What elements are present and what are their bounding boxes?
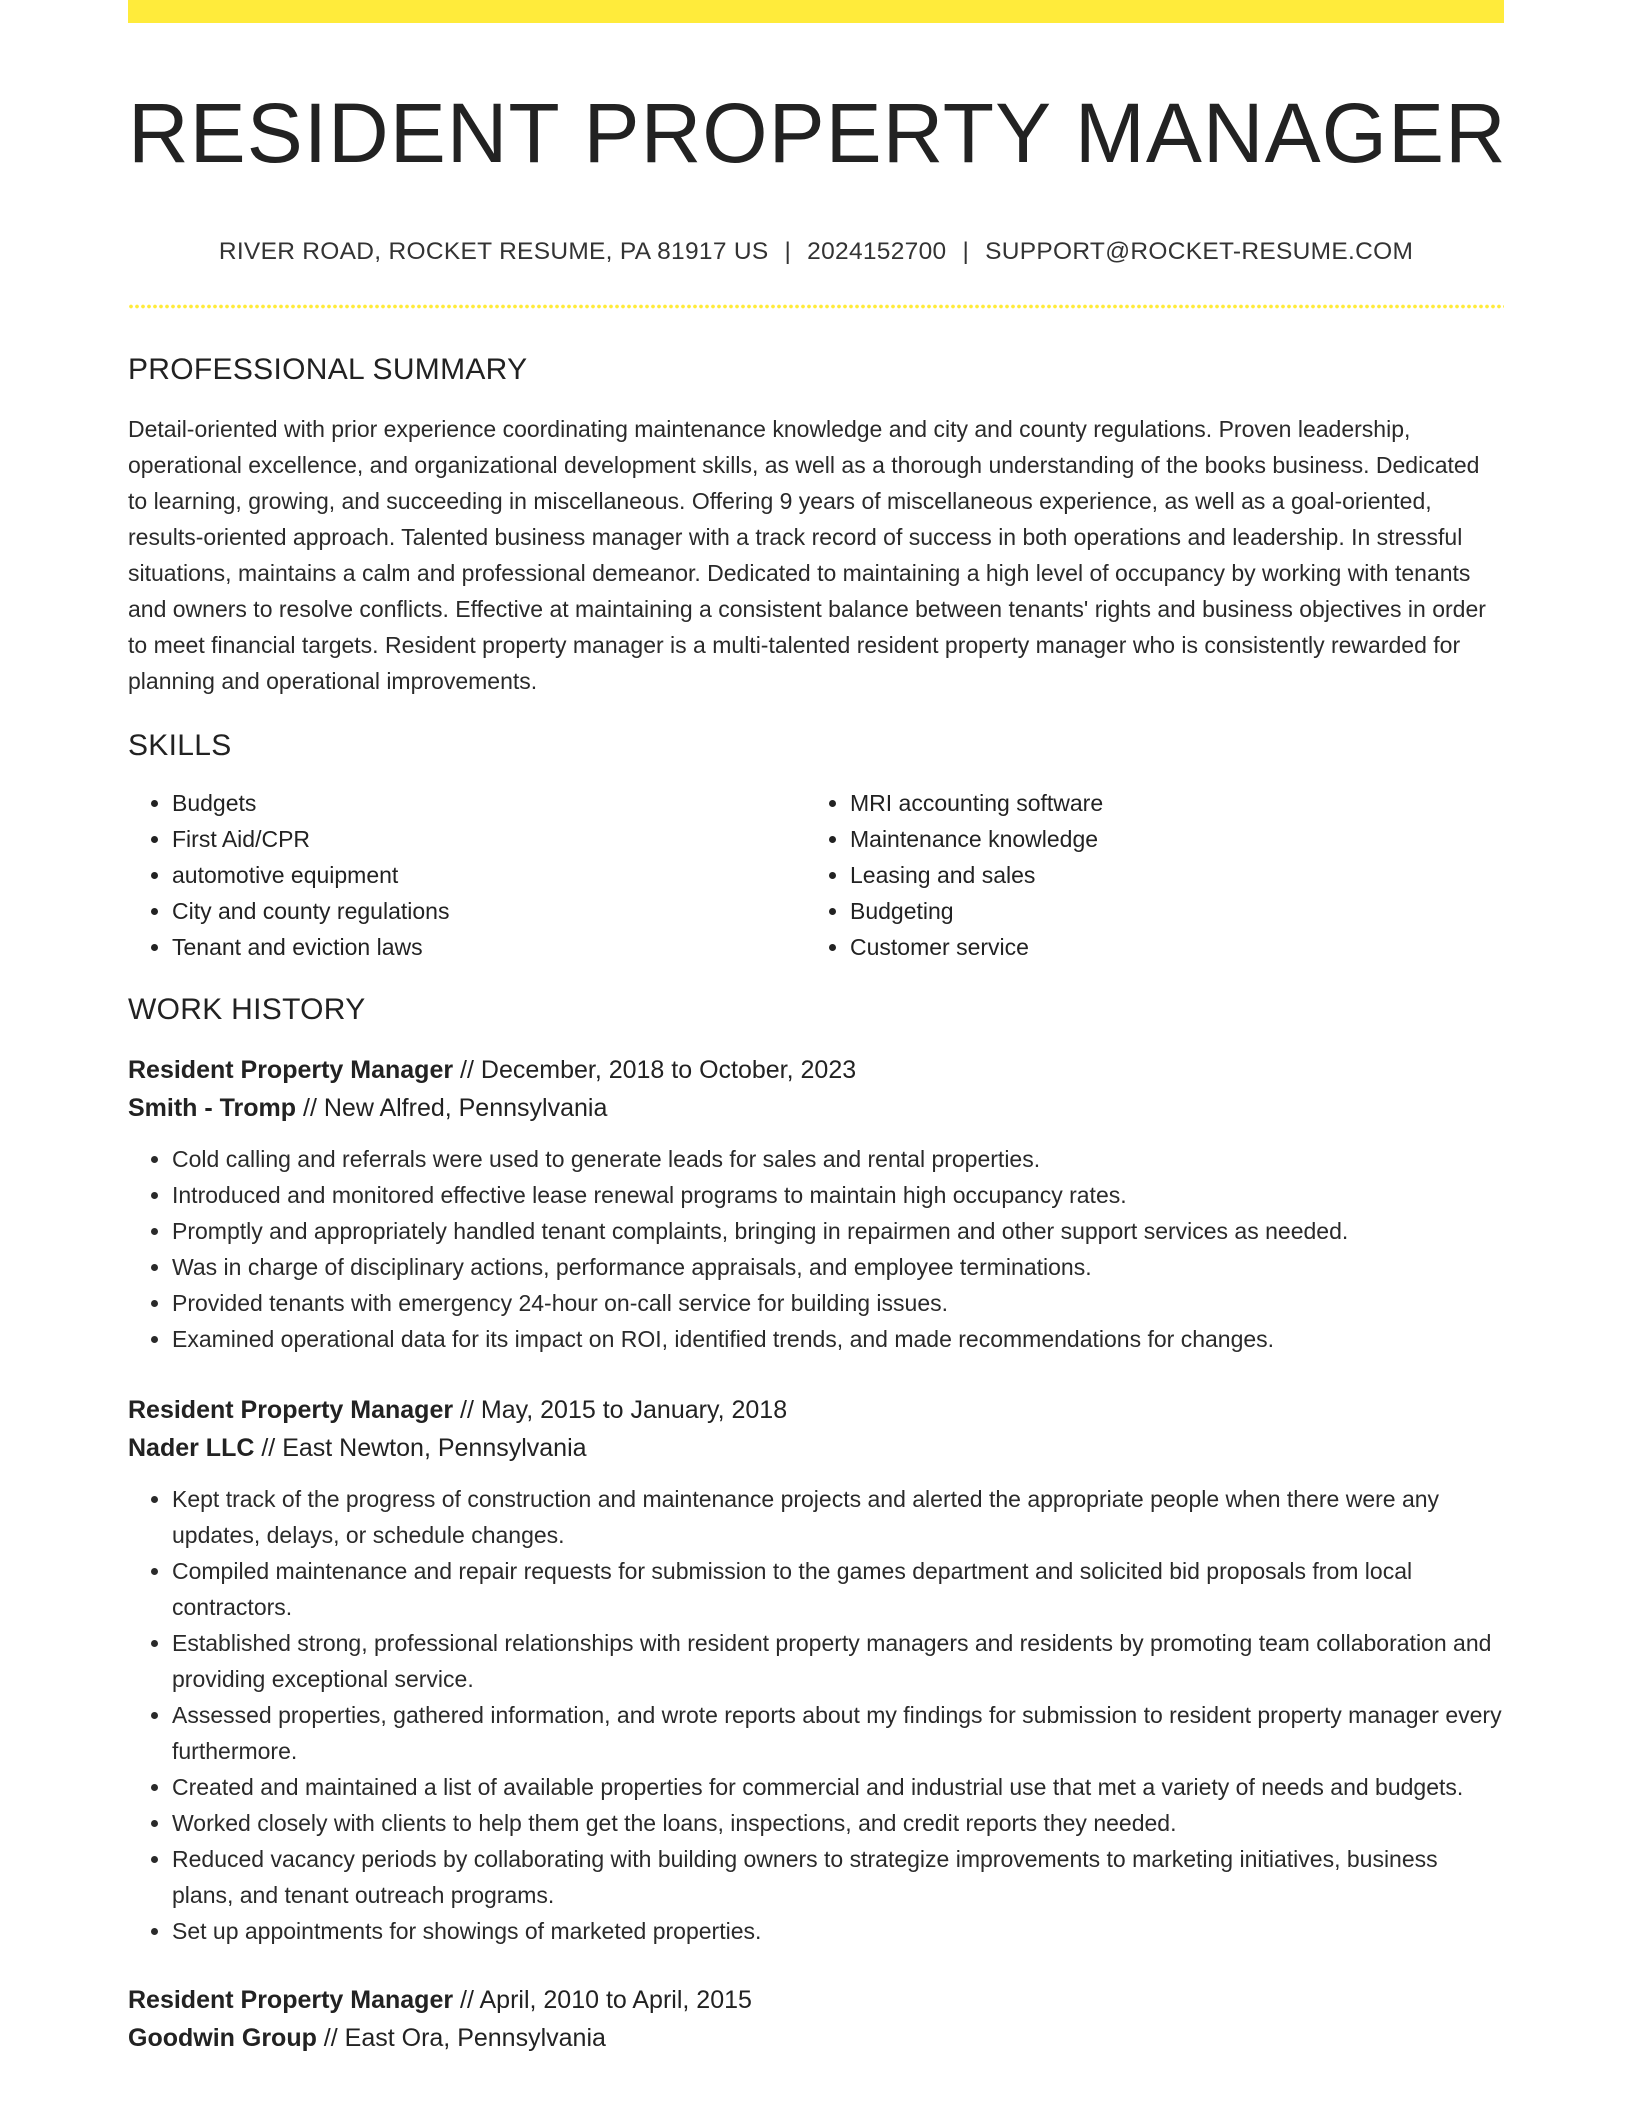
contact-separator: |: [962, 237, 970, 265]
job-bullet: • Cold calling and referrals were used to generate leads for sales and rental properties.: [172, 1141, 1504, 1177]
summary-paragraph: Detail-oriented with prior experience coordinating maintenance knowledge and city and county regulations. Proven leadership, operational excellence, and organizational development skills, as well as a thorough understanding of the books business. Dedicated to learning, growing, and succeeding in miscellaneous. Offering 9 years of miscellaneous experience, as well as a goal-oriented, results-oriented approach. Talented business manager with a track record of success in both operations and leadership. In stressful situations, maintains a calm and professional demeanor. Dedicated to maintaining a high level of occupancy by working with tenants and owners to resolve conflicts. Effective at maintaining a consistent balance between tenants' rights and business objectives in order to meet financial targets. Resident property manager is a multi-talented resident property manager who is consistently rewarded for planning and operational improvements.: [128, 415, 1486, 694]
job-dates: April, 2010 to April, 2015: [479, 1985, 752, 2014]
job-company: Goodwin Group: [128, 2023, 317, 2052]
job-location: East Newton, Pennsylvania: [282, 1433, 587, 1462]
contact-email[interactable]: SUPPORT@ROCKET-RESUME.COM: [985, 237, 1414, 265]
job-bullet-list: [128, 1481, 1504, 1949]
skills-list-left: [128, 785, 806, 965]
job-entry: [128, 1051, 1504, 1357]
job-bullet: • Worked closely with clients to help them get the loans, inspections, and credit reports they needed.: [172, 1805, 1504, 1841]
job-role-line: Resident Property Manager // April, 2010 to April, 2015: [128, 1985, 752, 2014]
job-location: East Ora, Pennsylvania: [344, 2023, 606, 2052]
job-bullet: • Was in charge of disciplinary actions, performance appraisals, and employee terminations.: [172, 1249, 1504, 1285]
resume-title: RESIDENT PROPERTY MANAGER: [128, 86, 1507, 180]
job-bullet: • Kept track of the progress of construction and maintenance projects and alerted the appropriate people when there were any updates, delays, or schedule changes.: [172, 1481, 1504, 1553]
skills-list-right: [806, 785, 1504, 965]
job-role-line: Resident Property Manager // May, 2015 to January, 2018: [128, 1395, 788, 1424]
job-company-line: Goodwin Group // East Ora, Pennsylvania: [128, 2023, 606, 2052]
job-entry: [128, 1981, 1504, 2057]
job-bullet: • Provided tenants with emergency 24-hour on-call service for building issues.: [172, 1285, 1504, 1321]
job-bullet: • Established strong, professional relationships with resident property managers and residents by promoting team collaboration and providing exceptional service.: [172, 1625, 1504, 1697]
job-role-line: Resident Property Manager // December, 2018 to October, 2023: [128, 1055, 857, 1084]
contact-separator: |: [784, 237, 792, 265]
job-entry: [128, 1391, 1504, 1949]
skill-item: • Maintenance knowledge: [850, 821, 1504, 857]
job-company-line: Smith - Tromp // New Alfred, Pennsylvania: [128, 1093, 608, 1122]
job-bullet: • Compiled maintenance and repair requests for submission to the games department and solicited bid proposals from local contractors.: [172, 1553, 1504, 1625]
accent-top-bar: [128, 0, 1504, 23]
section-title-skills: SKILLS: [128, 728, 232, 762]
job-bullet: • Promptly and appropriately handled tenant complaints, bringing in repairmen and other support services as needed.: [172, 1213, 1504, 1249]
job-company: Smith - Tromp: [128, 1093, 297, 1122]
skill-item: • Budgets: [172, 785, 806, 821]
contact-line: [128, 238, 1504, 266]
job-bullet: • Examined operational data for its impact on ROI, identified trends, and made recommendations for changes.: [172, 1321, 1504, 1357]
skill-item: • automotive equipment: [172, 857, 806, 893]
skill-item: • First Aid/CPR: [172, 821, 806, 857]
job-location: New Alfred, Pennsylvania: [323, 1093, 608, 1122]
job-role: Resident Property Manager: [128, 1055, 454, 1084]
dotted-divider: [128, 304, 1504, 309]
job-company: Nader LLC: [128, 1433, 255, 1462]
section-title-work-history: WORK HISTORY: [128, 992, 366, 1026]
section-title-summary: PROFESSIONAL SUMMARY: [128, 352, 528, 386]
job-bullet: • Created and maintained a list of available properties for commercial and industrial use that met a variety of needs and budgets.: [172, 1769, 1504, 1805]
skills-columns: [128, 785, 1504, 965]
job-bullet: • Introduced and monitored effective lease renewal programs to maintain high occupancy rates.: [172, 1177, 1504, 1213]
skill-item: • Tenant and eviction laws: [172, 929, 806, 965]
job-dates: May, 2015 to January, 2018: [480, 1395, 788, 1424]
job-bullet: • Reduced vacancy periods by collaborating with building owners to strategize improvements to marketing initiatives, business plans, and tenant outreach programs.: [172, 1841, 1504, 1913]
job-role: Resident Property Manager: [128, 1395, 454, 1424]
skill-item: • City and county regulations: [172, 893, 806, 929]
skill-item: • Leasing and sales: [850, 857, 1504, 893]
job-company-line: Nader LLC // East Newton, Pennsylvania: [128, 1433, 587, 1462]
skill-item: • MRI accounting software: [850, 785, 1504, 821]
contact-phone[interactable]: 2024152700: [807, 237, 947, 265]
job-bullet: • Assessed properties, gathered information, and wrote reports about my findings for submission to resident property manager every furthermore.: [172, 1697, 1504, 1769]
contact-address: RIVER ROAD, ROCKET RESUME, PA 81917 US: [218, 237, 769, 265]
skill-item: • Budgeting: [850, 893, 1504, 929]
job-role: Resident Property Manager: [128, 1985, 454, 2014]
skill-item: • Customer service: [850, 929, 1504, 965]
job-bullet: • Set up appointments for showings of marketed properties.: [172, 1913, 1504, 1949]
job-bullet-list: [128, 1141, 1504, 1357]
job-dates: December, 2018 to October, 2023: [480, 1055, 857, 1084]
